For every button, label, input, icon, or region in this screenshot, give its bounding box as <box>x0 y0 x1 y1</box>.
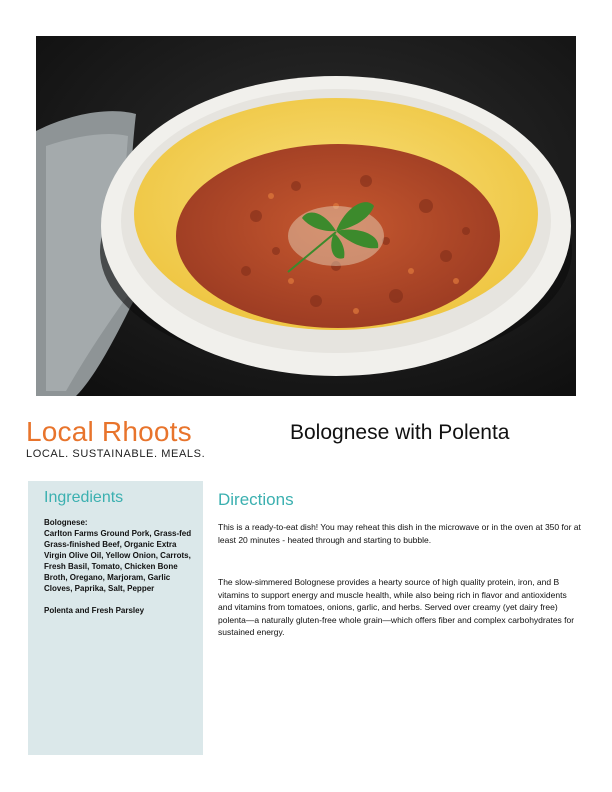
directions-section <box>218 490 583 669</box>
extra-ingredients: Polenta and Fresh Parsley <box>44 606 145 615</box>
bolognese-polenta-photo-icon <box>36 36 576 396</box>
ingredients-panel <box>28 481 203 755</box>
ingredients-heading: Ingredients <box>44 489 124 506</box>
brand-block <box>26 417 205 460</box>
bolognese-ingredient-list: Carlton Farms Ground Pork, Grass-fed Grass-finished Beef, Organic Extra Virgin Olive Oil, Yellow Onion, Carrots, Fresh Basil, Tomato, Chicken Bone Broth, Oregano, Marjoram, Garlic Cloves, Paprika, Salt, Pepper <box>44 529 192 593</box>
dish-photo <box>36 36 576 396</box>
directions-heading: Directions <box>218 490 294 509</box>
recipe-title: Bolognese with Polenta <box>290 421 510 444</box>
bolognese-label: Bolognese: <box>44 518 88 527</box>
nutrition-description: The slow-simmered Bolognese provides a hearty source of high quality protein, iron, and B vitamins to support energy and muscle health, while also being rich in flavor and antioxidents and vitamins from tomatoes, onions, garlic, and herbs. Served over creamy (yet dairy free) polenta—a naturally gluten-free whole grain—which offers fiber and complex carbohydrates for sustained energy. <box>218 577 575 637</box>
brand-logo: Local Rhoots <box>26 416 192 447</box>
reheat-instructions: This is a ready-to-eat dish! You may reheat this dish in the microwave or in the oven at 350 for at least 20 minutes - heated through and starting to bubble. <box>218 522 581 545</box>
brand-tagline: LOCAL. SUSTAINABLE. MEALS. <box>26 448 206 460</box>
